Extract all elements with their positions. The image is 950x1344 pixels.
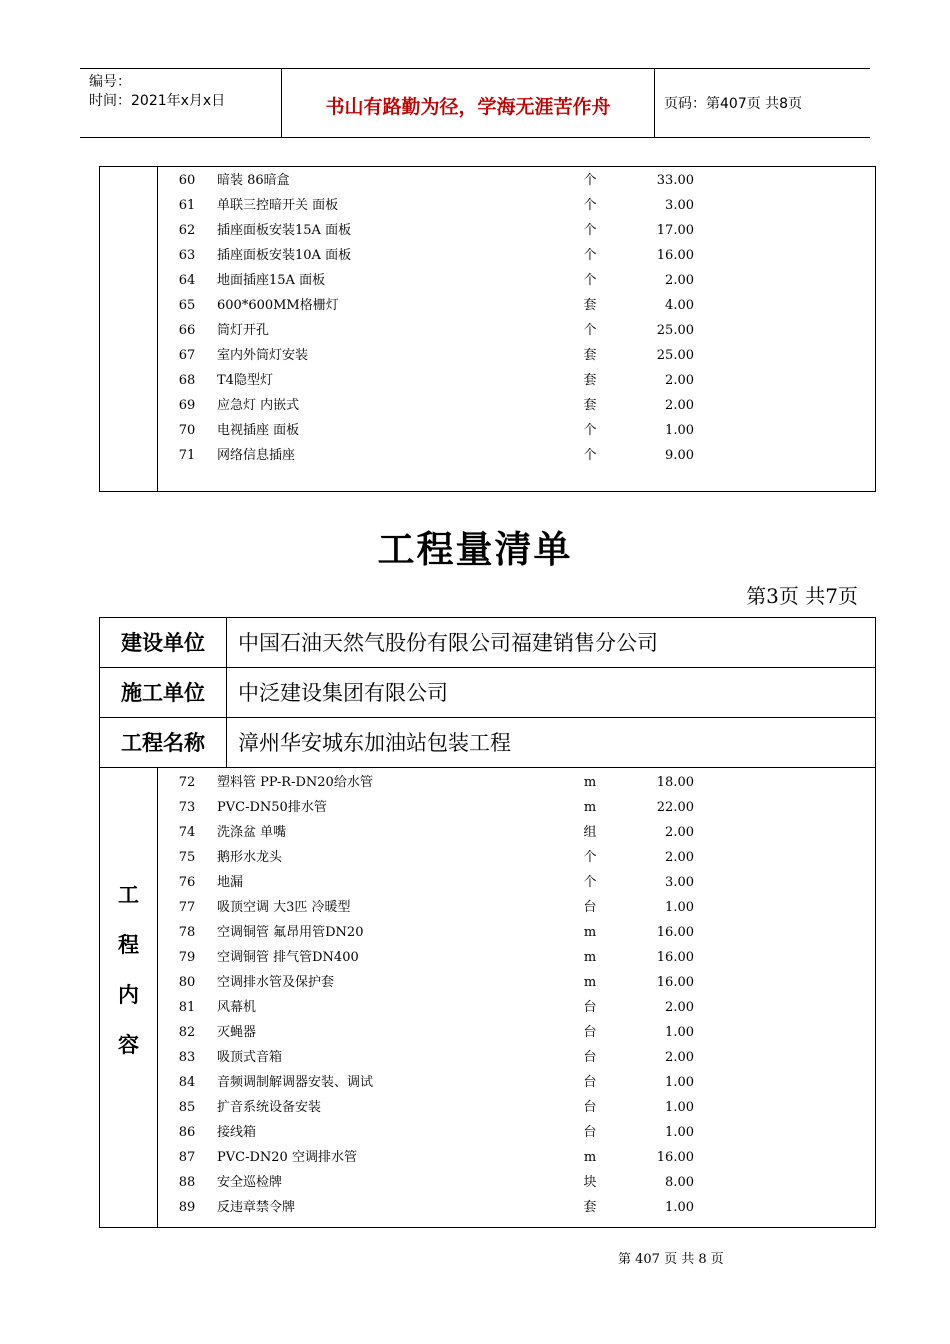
project-info-table	[99, 617, 876, 768]
header-left-cell	[80, 69, 282, 137]
header-middle-cell	[282, 69, 655, 137]
table-row: 88 安全巡检牌 块 8.00	[178, 1175, 694, 1190]
project-label: 工程名称	[100, 718, 227, 768]
contractor-label: 施工单位	[100, 668, 227, 718]
contractor-value: 中泛建设集团有限公司	[238, 681, 448, 705]
owner-row	[100, 618, 875, 668]
header-page-label: 页码：第407页 共8页	[664, 96, 803, 112]
table-row: 71 网络信息插座 个 9.00	[178, 448, 694, 463]
number-label: 编号：	[89, 74, 131, 90]
page-footer: 第 407 页 共 8 页	[618, 1252, 724, 1267]
page-title: 工程量清单	[377, 528, 573, 571]
project-row	[100, 718, 875, 768]
table-row: 72 塑料管 PP-R-DN20给水管 m 18.00	[178, 775, 694, 790]
table-row: 82 灭蝇器 台 1.00	[178, 1025, 694, 1040]
table-row: 63 插座面板安装10A 面板 个 16.00	[178, 248, 694, 263]
table-row: 73 PVC-DN50排水管 m 22.00	[178, 800, 694, 815]
table-row: 85 扩音系统设备安装 台 1.00	[178, 1100, 694, 1115]
project-value: 漳州华安城东加油站包装工程	[238, 731, 511, 755]
table-row: 65 600*600MM格栅灯 套 4.00	[178, 298, 694, 313]
work-content-label: 工 程 内 容	[118, 883, 139, 1057]
table-row: 69 应急灯 内嵌式 套 2.00	[178, 398, 694, 413]
table-row: 87 PVC-DN20 空调排水管 m 16.00	[178, 1150, 694, 1165]
table-row: 68 T4隐型灯 套 2.00	[178, 373, 694, 388]
table-row: 83 吸顶式音箱 台 2.00	[178, 1050, 694, 1065]
table-row: 67 室内外筒灯安装 套 25.00	[178, 348, 694, 363]
contractor-row	[100, 668, 875, 718]
items-list-top	[157, 168, 757, 468]
table-row: 64 地面插座15A 面板 个 2.00	[178, 273, 694, 288]
header-motto: 书山有路勤为径，学海无涯苦作舟	[325, 96, 611, 118]
table-row: 62 插座面板安装15A 面板 个 17.00	[178, 223, 694, 238]
table-row: 74 洗涤盆 单嘴 组 2.00	[178, 825, 694, 840]
table-row: 76 地漏 个 3.00	[178, 875, 694, 890]
table-row: 70 电视插座 面板 个 1.00	[178, 423, 694, 438]
table-row: 60 暗装 86暗盒 个 33.00	[178, 173, 694, 188]
table-row: 89 反违章禁令牌 套 1.00	[178, 1200, 694, 1215]
table-row: 80 空调排水管及保护套 m 16.00	[178, 975, 694, 990]
table-row: 66 筒灯开孔 个 25.00	[178, 323, 694, 338]
table-row: 84 音频调制解调器安装、调试 台 1.00	[178, 1075, 694, 1090]
table-row: 86 接线箱 台 1.00	[178, 1125, 694, 1140]
table-row: 79 空调铜管 排气管DN400 m 16.00	[178, 950, 694, 965]
owner-label: 建设单位	[100, 618, 227, 668]
page-header	[80, 68, 870, 138]
table-row: 81 风幕机 台 2.00	[178, 1000, 694, 1015]
page-of-label: 第3页 共7页	[746, 584, 858, 608]
items-list-bottom	[157, 770, 757, 1220]
table-row: 77 吸顶空调 大3匹 冷暖型 台 1.00	[178, 900, 694, 915]
table-row: 75 鹅形水龙头 个 2.00	[178, 850, 694, 865]
owner-value: 中国石油天然气股份有限公司福建销售分公司	[238, 631, 658, 655]
header-right-cell	[655, 69, 870, 137]
table-row: 78 空调铜管 氟昂用管DN20 m 16.00	[178, 925, 694, 940]
table-row: 61 单联三控暗开关 面板 个 3.00	[178, 198, 694, 213]
time-label: 时间：2021年x月x日	[89, 93, 226, 109]
